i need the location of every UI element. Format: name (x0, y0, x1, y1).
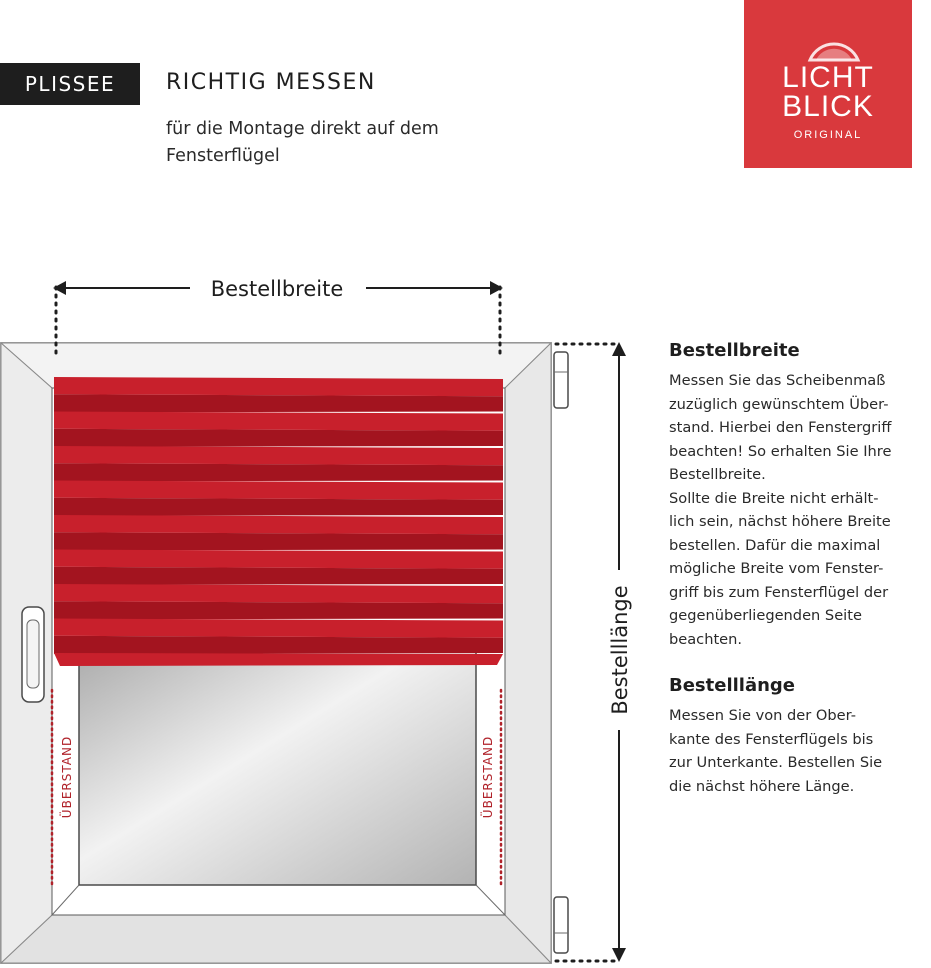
info-length-text: Messen Sie von der Ober- kante des Fensterflügels bis zur Unterkante. Bestellen Sie die nächst höhere Länge. (669, 707, 883, 795)
length-dimension (556, 342, 632, 962)
length-label: Bestelllänge (608, 585, 632, 715)
width-label: Bestellbreite (210, 277, 344, 301)
arrow-right-icon (490, 281, 503, 295)
pleated-blind (54, 377, 503, 666)
blind-bottom-rail (54, 653, 503, 666)
blind-pleat-dark (54, 567, 503, 585)
blind-pleat-dark (54, 636, 503, 654)
blind-pleat-light (54, 584, 503, 603)
hinge-bottom-icon (554, 897, 568, 953)
blind-pleat-dark (54, 394, 503, 412)
logo-line-3: ORIGINAL (793, 129, 863, 141)
blind-pleat-dark (54, 601, 503, 619)
info-width-text: Messen Sie das Scheibenmaß zuzüglich gewünschtem Über- stand. Hierbei den Fenstergriff beachten! So erhalten Sie Ihre Bestellbreite. Sollte die Breite nicht erhält- lich sein, nächst höhere Breite bestellen. Dafür die maximal mögliche Breite vom Fenster- griff bis zum Fensterflügel der gegenüberliegenden Seite beachten. (669, 372, 892, 648)
page-title: RICHTIG MESSEN (166, 70, 376, 95)
blind-pleat-dark (54, 498, 503, 516)
blind-pleat-light (54, 515, 503, 534)
info-length-section (669, 675, 924, 798)
blind-pleat-light (54, 412, 503, 431)
overhang-right-label: ÜBERSTAND (481, 735, 495, 819)
page-subtitle: für die Montage direkt auf dem Fensterflügel (166, 119, 439, 166)
logo-line-1: LICHT (782, 61, 874, 94)
window-handle-icon (22, 607, 44, 702)
blind-pleat-dark (54, 463, 503, 481)
overhang-left-label: ÜBERSTAND (60, 735, 74, 819)
logo-line-2: BLICK (782, 90, 874, 123)
frame-bevel-right (505, 343, 551, 963)
info-width-section (669, 340, 924, 651)
blind-pleat-light (54, 377, 503, 396)
info-width-heading: Bestellbreite (669, 340, 800, 361)
glass-pane (79, 640, 476, 885)
blind-pleat-dark (54, 532, 503, 550)
blind-pleat-dark (54, 429, 503, 447)
product-badge: PLISSEE (0, 63, 140, 105)
blind-pleat-light (54, 619, 503, 638)
info-length-heading: Bestelllänge (669, 675, 796, 696)
frame-bevel-bottom (1, 915, 551, 963)
arrow-left-icon (53, 281, 66, 295)
blind-pleat-light (54, 446, 503, 465)
blind-pleat-light (54, 550, 503, 569)
hinge-top-icon (554, 352, 568, 408)
blind-pleat-light (54, 481, 503, 500)
